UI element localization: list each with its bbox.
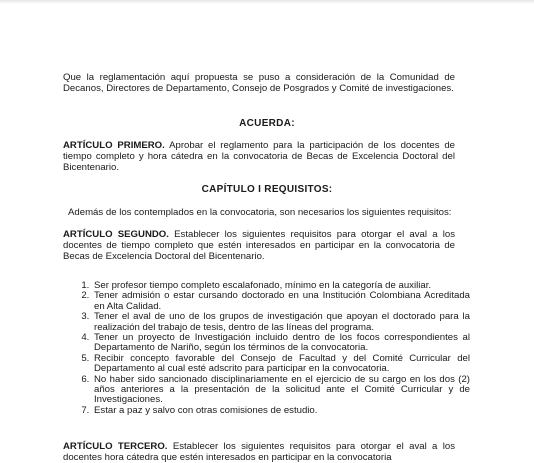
scan-edge	[0, 0, 534, 4]
articulo-segundo-paragraph	[63, 229, 455, 262]
intro-paragraph: Que la reglamentación aquí propuesta se puso a consideración de la Comunidad de Decanos, Directores de Departamento, Consejo de Posgrados y Comité de investigaciones.	[63, 72, 455, 94]
acuerda-heading: ACUERDA:	[239, 118, 295, 129]
requisitos-list	[78, 281, 470, 416]
ademas-paragraph: Además de los contemplados en la convocatoria, son necesarios los siguientes requisitos:	[68, 207, 452, 218]
list-item: 7. Estar a paz y salvo con otras comisiones de estudio.	[92, 406, 470, 416]
articulo-segundo-label: ARTÍCULO SEGUNDO.	[63, 229, 169, 240]
list-item: 3. Tener el aval de uno de los grupos de investigación que apoyan el doctorado para la realización del trabajo de tesis, dentro de las líneas del programa.	[92, 312, 470, 333]
capitulo-heading: CAPÍTULO I REQUISITOS:	[201, 184, 333, 195]
list-item: 5. Recibir concepto favorable del Consejo de Facultad y del Comité Curricular del Departamento al cual esté adscrito para participar en la convocatoria.	[92, 354, 470, 375]
list-item: 2. Tener admisión o estar cursando doctorado en una Institución Colombiana Acreditada en Alta Calidad.	[92, 291, 470, 312]
articulo-primero-label: ARTÍCULO PRIMERO.	[63, 140, 165, 151]
articulo-primero-text: Aprobar el reglamento para la participación de los docentes de tiempo completo y hora cátedra en la convocatoria de Becas de Excelencia Doctoral del Bicentenario.	[63, 140, 455, 173]
list-item: 1. Ser profesor tiempo completo escalafonado, mínimo en la categoría de auxiliar.	[92, 281, 470, 291]
articulo-tercero-label: ARTÍCULO TERCERO.	[63, 441, 168, 452]
list-item: 6. No haber sido sancionado disciplinariamente en el ejercicio de su cargo en los dos (2) años anteriores a la presentación de la solicitud ante el Comité Curricular y de Investigaciones.	[92, 375, 470, 406]
list-item: 4. Tener un proyecto de Investigación incluido dentro de los focos correspondientes al Departamento de Nariño, según los términos de la convocatoria.	[92, 333, 470, 354]
articulo-segundo-text: Establecer los siguientes requisitos para otorgar el aval a los docentes de tiempo completo que estén interesados en participar en la convocatoria de Becas de Excelencia Doctoral del Bicentenario.	[63, 229, 455, 262]
articulo-primero-paragraph	[63, 140, 455, 173]
articulo-tercero-paragraph	[63, 441, 455, 463]
articulo-tercero-text: Establecer los siguientes requisitos para otorgar el aval a los docentes hora cátedra que estén interesados en participar en la convocatoria	[63, 441, 455, 463]
